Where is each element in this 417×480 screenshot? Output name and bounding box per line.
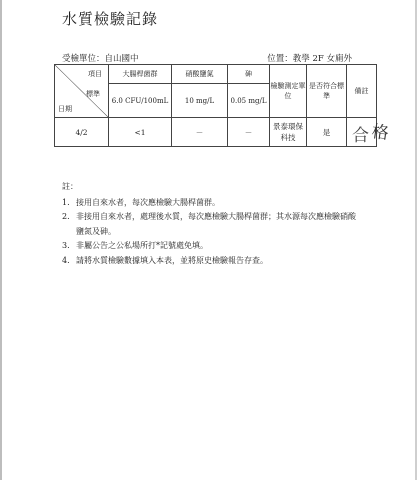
list-item: [62, 196, 362, 211]
table-row: [55, 118, 377, 147]
list-item: [62, 239, 362, 254]
row-lab: 景泰環保科技: [270, 118, 307, 147]
pass-stamp-char-2: 格: [370, 121, 390, 145]
note-text: 接用自來水者，每次應檢驗大腸桿菌群。: [76, 197, 220, 207]
list-item: [62, 254, 362, 269]
notes-heading: 註：: [62, 182, 78, 191]
row-remarks: [347, 118, 390, 147]
row-coliform: <1: [109, 118, 172, 147]
row-date: 4/2: [55, 118, 109, 147]
note-number: 2.: [62, 212, 70, 221]
note-number: 4.: [62, 255, 70, 265]
corner-cell: [55, 65, 109, 118]
standard-coliform: 6.0 CFU/100mL: [109, 84, 172, 118]
column-header-remarks: 備註: [347, 65, 377, 118]
row-arsenic: －: [228, 118, 270, 147]
note-text: 非接用自來水者，處理後水質，每次應檢驗大腸桿菌群；其水源每次應檢驗硝酸鹽氮及砷。: [76, 212, 356, 236]
column-header-nitrate: 硝酸鹽氮: [172, 65, 228, 84]
corner-standard-label: 標準: [86, 90, 100, 98]
inspection-table: [54, 64, 390, 147]
corner-item-label: 項目: [88, 70, 102, 78]
row-compliance: 是: [307, 118, 347, 147]
standard-nitrate: 10 mg/L: [172, 84, 228, 118]
notes-section: [62, 180, 362, 268]
pass-stamp-char-1: 合: [352, 126, 369, 146]
column-header-arsenic: 砷: [228, 65, 270, 84]
column-header-coliform: 大腸桿菌群: [109, 65, 172, 84]
standard-arsenic: 0.05 mg/L: [228, 84, 270, 118]
location: 位置：教學 2F 女廁外: [267, 54, 352, 64]
document-title: 水質檢驗記錄: [62, 10, 159, 28]
corner-date-label: 日期: [58, 105, 72, 113]
row-nitrate: －: [172, 118, 228, 147]
column-header-compliance: 是否符合標準: [307, 65, 347, 118]
table-header-row: [55, 65, 377, 84]
note-number: 1.: [62, 197, 70, 207]
note-number: 3.: [62, 241, 70, 250]
column-header-lab: 檢驗測定單位: [270, 65, 307, 118]
note-text: 非屬公告之公私場所打*記號處免填。: [76, 241, 208, 250]
inspected-unit: 受檢單位：自山國中: [62, 54, 139, 64]
note-text: 請將水質檢驗數據填入本表，並將原史檢驗報告存查。: [76, 255, 268, 265]
list-item: [62, 210, 362, 239]
page-edge-left: [0, 0, 2, 480]
